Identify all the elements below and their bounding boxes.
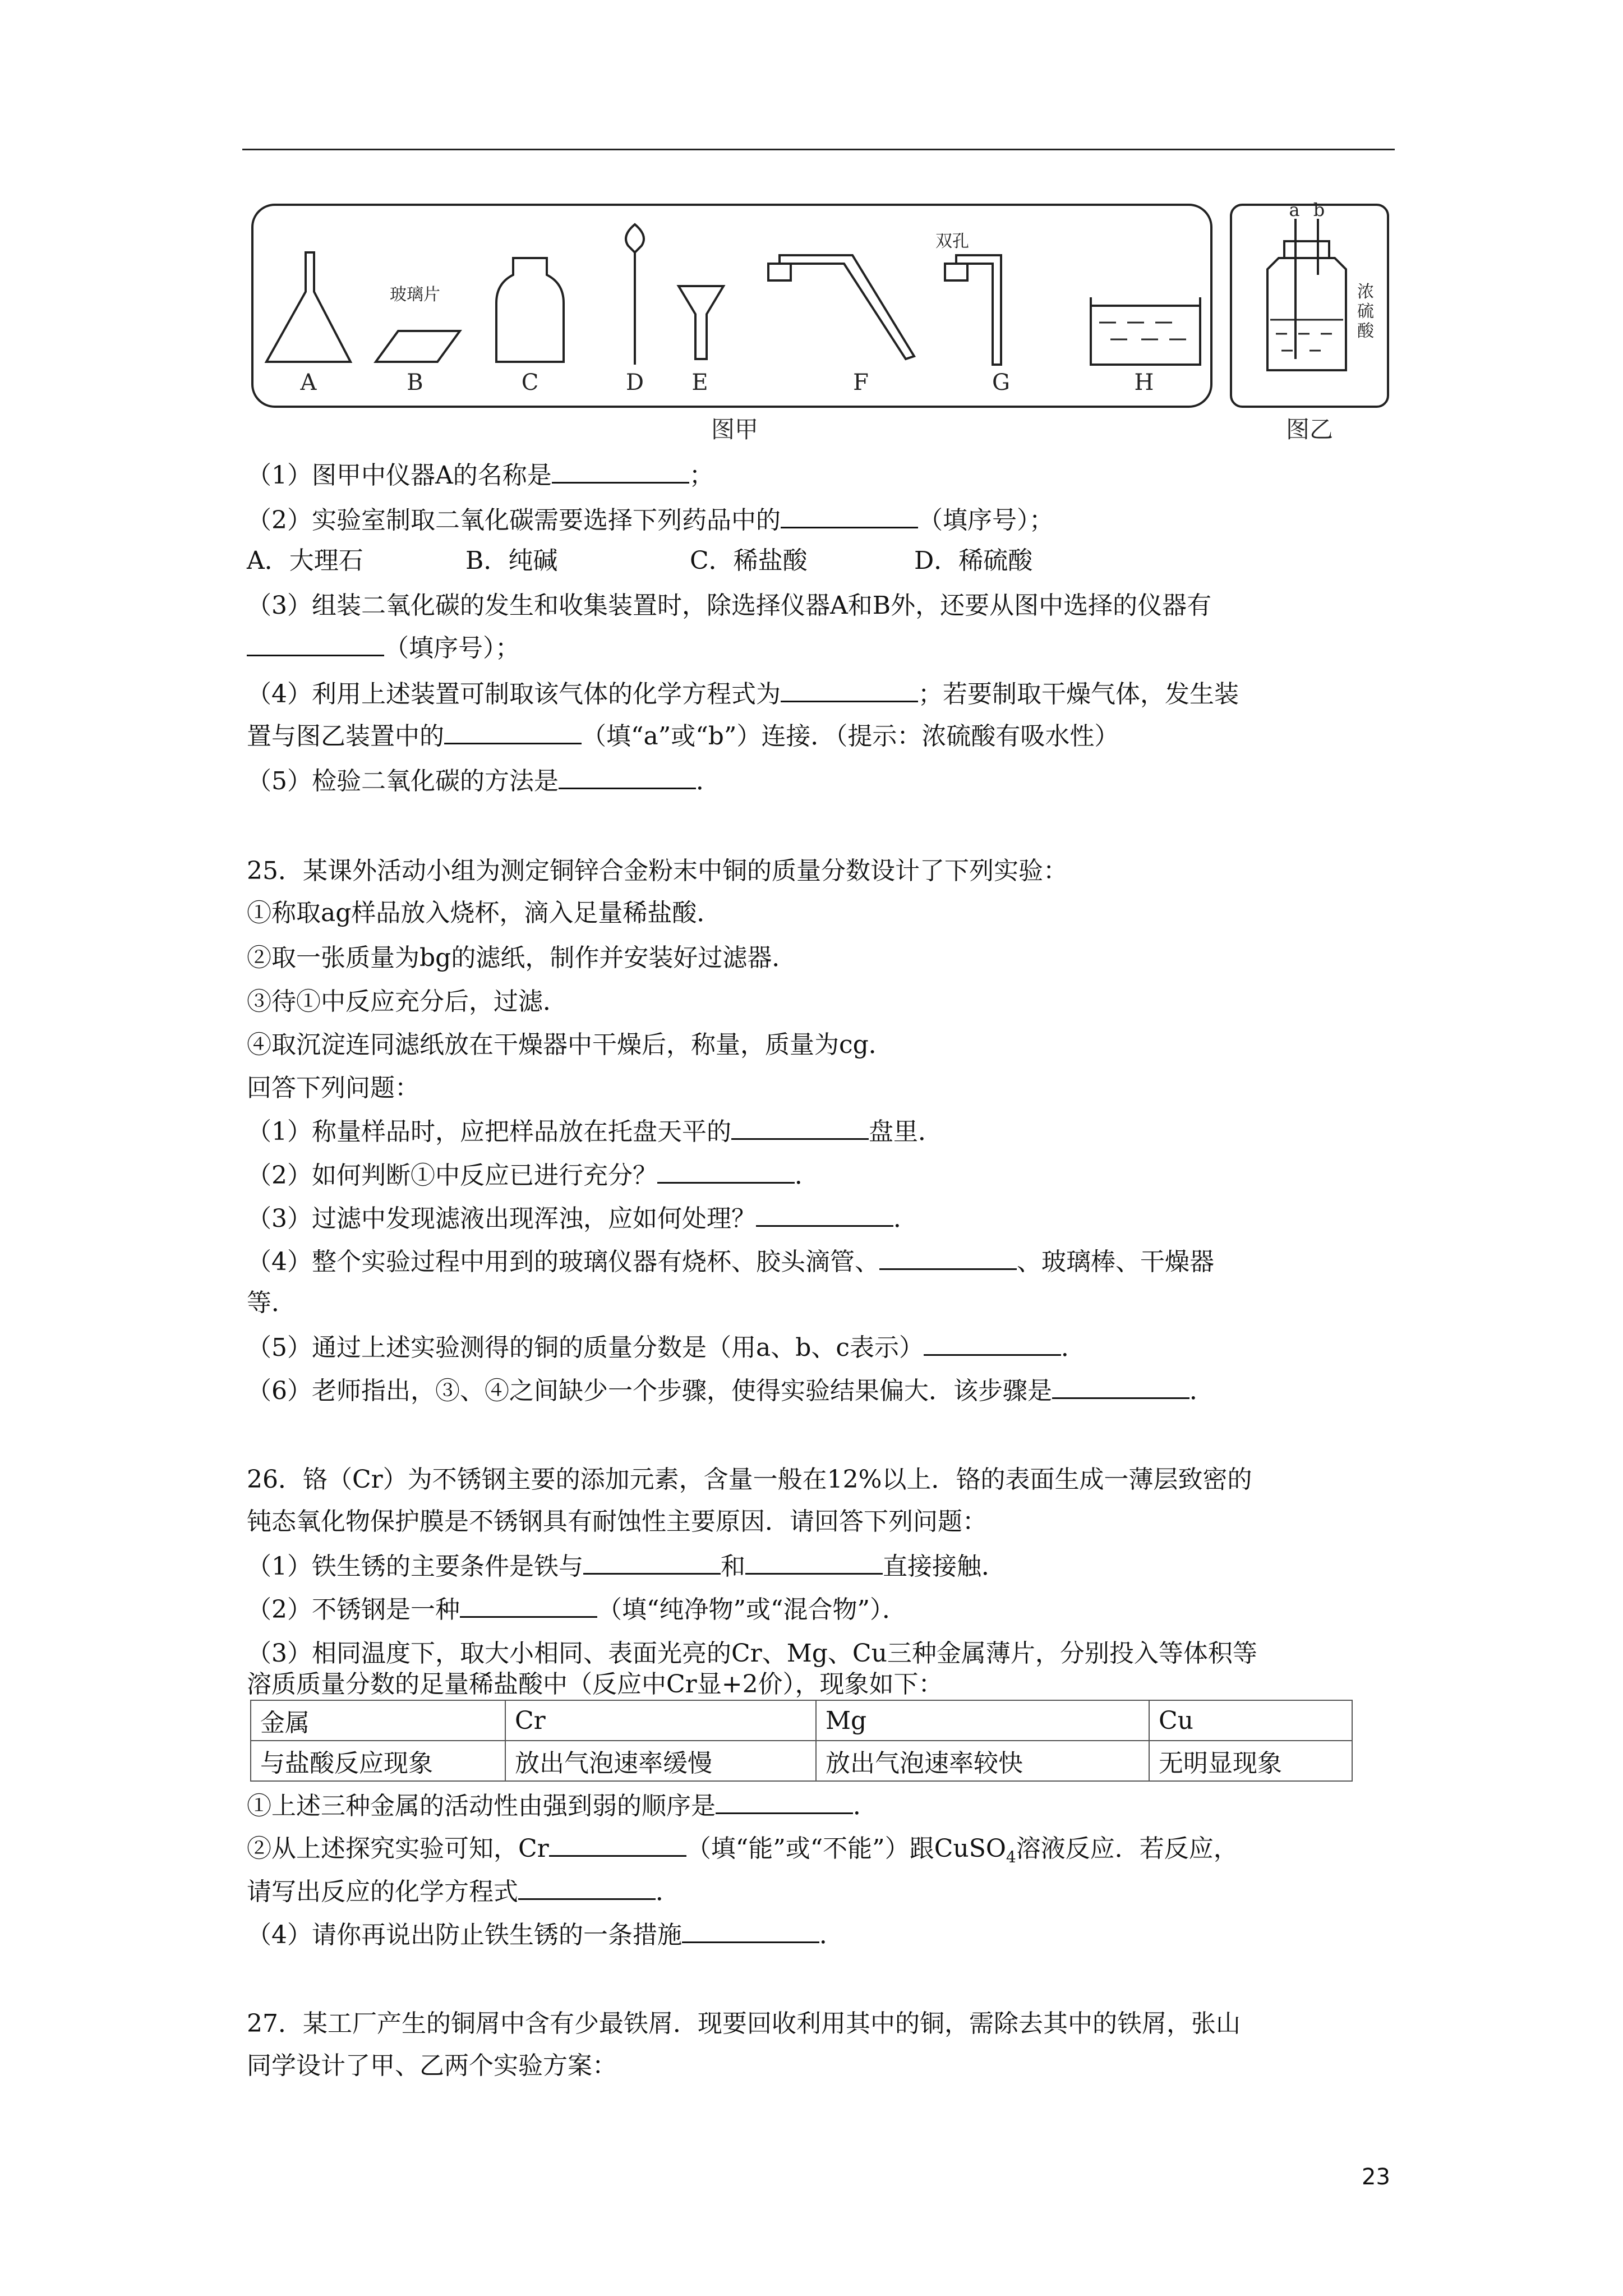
label-g: G: [992, 370, 1010, 395]
metal-reaction-table: [250, 1700, 1353, 1782]
answer-blank[interactable]: [745, 1552, 883, 1575]
apparatus-figure: [247, 202, 1402, 454]
bent-tube-icon: [780, 255, 914, 359]
table-cell: 与盐酸反应现象: [251, 1741, 505, 1781]
glass-plate-label: 玻璃片: [390, 285, 440, 305]
q24-part1: （1）图甲中仪器A的名称是 ；: [247, 461, 714, 490]
table-cell: Mg: [816, 1700, 1149, 1741]
answer-blank[interactable]: [682, 1920, 819, 1943]
label-f: F: [853, 370, 869, 395]
table-cell: Cu: [1149, 1700, 1352, 1741]
long-neck-funnel-icon: [626, 224, 644, 252]
port-a-label: a: [1289, 202, 1300, 220]
header-rule: [242, 149, 1395, 150]
q26-part1: （1）铁生锈的主要条件是铁与 和 直接接触．: [247, 1552, 1006, 1581]
q25-step4: ④取沉淀连同滤纸放在干燥器中干燥后，称量，质量为cg．: [247, 1030, 893, 1059]
q25-step2: ②取一张质量为bg的滤纸，制作并安装好过滤器．: [247, 944, 797, 972]
q25-part3: （3）过滤中发现滤液出现浑浊，应如何处理？ ．: [247, 1204, 918, 1233]
port-b-label: b: [1313, 202, 1325, 220]
answer-blank[interactable]: [781, 505, 918, 528]
page-number: 23: [1362, 2164, 1390, 2190]
table-row: [251, 1741, 1352, 1781]
answer-blank[interactable]: [657, 1161, 795, 1184]
q24-part3-cont: （填序号）；: [247, 633, 520, 664]
label-e: E: [691, 370, 708, 395]
answer-blank[interactable]: [879, 1247, 1017, 1270]
option-c: C．稀盐酸: [690, 546, 808, 575]
q25-prompt: 回答下列问题：: [247, 1074, 419, 1102]
water-trough-icon: [1091, 297, 1200, 365]
figure-a-frame: [252, 205, 1211, 407]
q26-conclusion2: ②从上述探究实验可知，Cr （填“能”或“不能”）跟CuSO$_4$溶液反应．若反应，: [247, 1834, 1238, 1866]
q27-title: 27．某工厂产生的铜屑中含有少最铁屑．现要回收利用其中的铜，需除去其中的铁屑，张山: [247, 2009, 1241, 2038]
q26-conclusion1: ①上述三种金属的活动性由强到弱的顺序是 ．: [247, 1792, 878, 1820]
answer-blank[interactable]: [559, 766, 696, 789]
table-cell: Cr: [505, 1700, 816, 1741]
answer-blank[interactable]: [444, 721, 582, 744]
q26-part2: （2）不锈钢是一种 （填“纯净物”或“混合物”）．: [247, 1595, 907, 1624]
answer-blank[interactable]: [1052, 1376, 1189, 1399]
q25-part4: （4）整个实验过程中用到的玻璃仪器有烧杯、胶头滴管、 、玻璃棒、干燥器: [247, 1248, 1214, 1276]
table-row: [251, 1700, 1352, 1741]
option-d: D．稀硫酸: [914, 546, 1033, 575]
conical-flask-icon: [266, 252, 351, 362]
q27-title-cont: 同学设计了甲、乙两个实验方案：: [247, 2051, 617, 2080]
funnel-icon: [679, 286, 723, 359]
table-cell: 金属: [251, 1700, 505, 1741]
q26-title-cont: 钝态氧化物保护膜是不锈钢具有耐蚀性主要原因．请回答下列问题：: [247, 1507, 987, 1536]
q25-part4-cont: 等．: [247, 1289, 296, 1317]
q24-part5: （5）检验二氧化碳的方法是 ．: [247, 767, 721, 795]
option-a: A．大理石: [247, 546, 363, 575]
answer-blank[interactable]: [781, 679, 918, 702]
table-cell: 无明显现象: [1149, 1741, 1352, 1781]
q24-part2: （2）实验室制取二氧化碳需要选择下列药品中的 （填序号）；: [247, 506, 1054, 535]
table-cell: 放出气泡速率缓慢: [505, 1741, 816, 1781]
answer-blank[interactable]: [247, 633, 384, 656]
answer-blank[interactable]: [731, 1117, 869, 1140]
label-b: B: [407, 370, 423, 395]
q25-part5: （5）通过上述实验测得的铜的质量分数是（用a、b、c表示） ．: [247, 1333, 1086, 1362]
acid-label-2: 硫: [1357, 302, 1374, 321]
q26-part3: （3）相同温度下，取大小相同、表面光亮的Cr、Mg、Cu三种金属薄片，分别投入等体积等: [247, 1639, 1257, 1668]
q25-part1: （1）称量样品时，应把样品放在托盘天平的 盘里．: [247, 1117, 943, 1146]
q26-conclusion2-cont: 请写出反应的化学方程式 ．: [247, 1878, 680, 1906]
glass-plate-icon: [376, 331, 460, 362]
gas-jar-icon: [496, 258, 564, 362]
label-d: D: [625, 370, 644, 395]
answer-blank[interactable]: [518, 1877, 656, 1900]
q25-step3: ③待①中反应充分后，过滤．: [247, 987, 568, 1016]
q24-options: [247, 545, 1032, 577]
double-hole-stopper-icon: [945, 264, 967, 280]
answer-blank[interactable]: [552, 461, 689, 484]
label-a: A: [300, 370, 317, 395]
answer-blank[interactable]: [716, 1791, 853, 1814]
option-b: B．纯碱: [465, 546, 558, 575]
q25-part6: （6）老师指出，③、④之间缺少一个步骤，使得实验结果偏大．该步骤是 ．: [247, 1377, 1214, 1405]
stopper-icon: [768, 264, 791, 280]
q26-part4: （4）请你再说出防止铁生锈的一条措施 ．: [247, 1921, 844, 1949]
answer-blank[interactable]: [756, 1204, 893, 1227]
answer-blank[interactable]: [549, 1834, 686, 1857]
q26-part3-cont: 溶质质量分数的足量稀盐酸中（反应中Cr显+2价），现象如下：: [247, 1670, 943, 1699]
acid-label-1: 浓: [1357, 282, 1374, 302]
figure-b-caption: 图乙: [1285, 416, 1334, 443]
q24-part4-cont: 置与图乙装置中的 （填“a”或“b”）连接．（提示：浓硫酸有吸水性）: [247, 722, 1119, 751]
q25-title: 25．某课外活动小组为测定铜锌合金粉末中铜的质量分数设计了下列实验：: [247, 857, 1068, 885]
q24-part3: （3）组装二氧化碳的发生和收集装置时，除选择仪器A和B外，还要从图中选择的仪器有: [247, 591, 1212, 620]
figure-a-caption: 图甲: [711, 416, 759, 443]
acid-label-3: 酸: [1357, 321, 1374, 341]
table-cell: 放出气泡速率较快: [816, 1741, 1149, 1781]
label-c: C: [521, 370, 539, 395]
double-hole-label: 双孔: [935, 232, 969, 251]
q25-step1: ①称取ag样品放入烧杯，滴入足量稀盐酸．: [247, 899, 722, 927]
q25-part2: （2）如何判断①中反应已进行充分？ ．: [247, 1161, 819, 1190]
answer-blank[interactable]: [460, 1595, 597, 1618]
q26-title: 26．铬（Cr）为不锈钢主要的添加元素，含量一般在12%以上．铬的表面生成一薄层致密的: [247, 1465, 1252, 1494]
q24-part4: （4）利用上述装置可制取该气体的化学方程式为 ；若要制取干燥气体，发生装: [247, 680, 1239, 708]
answer-blank[interactable]: [924, 1333, 1061, 1356]
label-h: H: [1134, 370, 1154, 395]
answer-blank[interactable]: [583, 1552, 721, 1575]
gas-washing-bottle-icon: [1267, 258, 1346, 370]
